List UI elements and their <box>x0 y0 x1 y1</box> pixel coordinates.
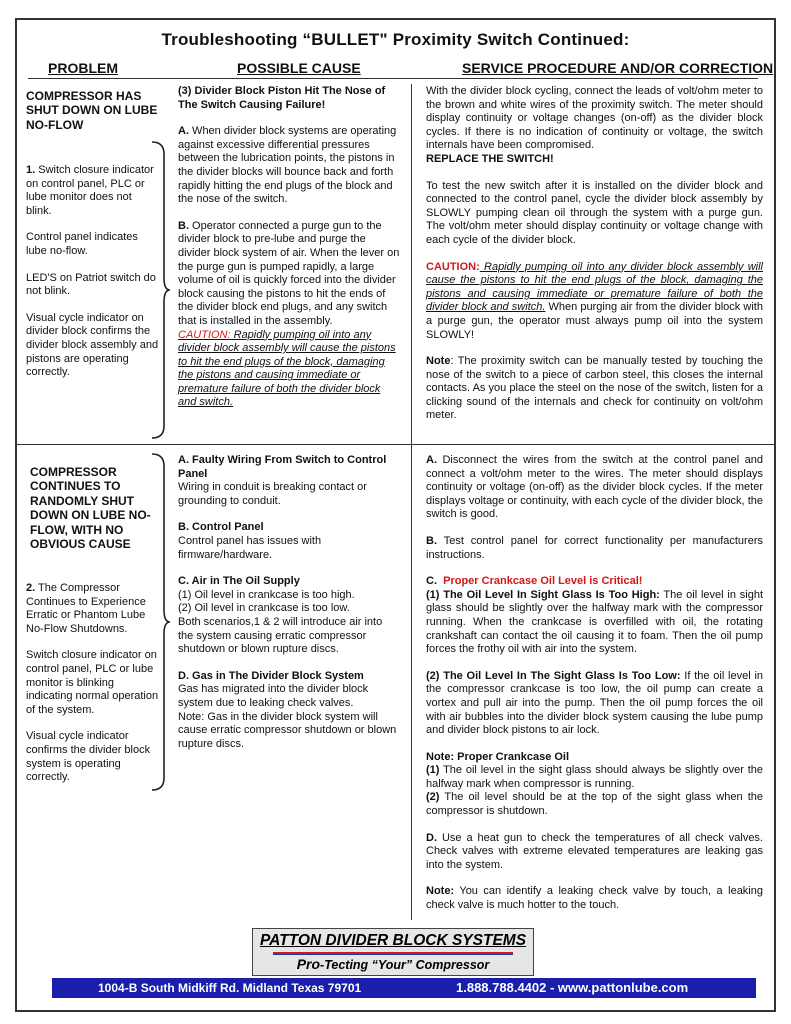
symptom-text: Visual cycle indicator confirms the divider block system is operating correctly. <box>26 730 151 784</box>
section2-problem <box>30 465 158 551</box>
caution-text: Rapidly pumping oil into any divider block assembly will cause the pistons to hit the end plugs of the block, damaging the pistons and causing immediate or premature failure of both the divider block and switch. <box>178 328 396 409</box>
cause-text: (1) Oil level in crankcase is too high. <box>178 588 355 601</box>
cause-text: Wiring in conduit is breaking contact or grounding to conduit. <box>178 481 367 507</box>
symptom-number: 1. <box>26 164 36 176</box>
service-subheading: (1) The Oil Level In Sight Glass Is Too High: <box>426 588 660 601</box>
symptom-text: Control panel indicates lube no-flow. <box>26 231 138 257</box>
symptom-text: The Compressor Continues to Experience Erratic or Phantom Lube No-Flow Shutdowns. <box>26 582 146 635</box>
service-text: Disconnect the wires from the switch at the control panel and connect a volt/ohm meter to the wires. The meter should displays continuity or voltage (on-off) as the divider block cycles. If the meter displays voltage or continuity, with each cycle of the divider block, the switch is good. <box>426 454 763 521</box>
section1-problem-heading: COMPRESSOR HAS SHUT DOWN ON LUBE NO-FLOW <box>26 89 158 132</box>
company-contact: 1.888.788.4402 - www.pattonlube.com <box>456 980 689 995</box>
service-text: Use a heat gun to check the temperatures of all check valves. Check valves with extreme elevated temperatures are leaking gas into the system. <box>426 831 763 871</box>
column-divider-bottom <box>411 444 412 920</box>
note-label: (1) <box>426 764 440 777</box>
caution-label: CAUTION: <box>178 328 231 341</box>
caution-label: CAUTION: <box>426 260 480 273</box>
cause-heading: B. Control Panel <box>178 521 264 534</box>
section2-cause <box>178 454 400 751</box>
section2-service <box>426 454 763 913</box>
note-text: You can identify a leaking check valve by touch, a leaking check valve is much hotter to the touch. <box>426 885 763 912</box>
service-label: B. <box>426 534 437 547</box>
header-service-procedure: SERVICE PROCEDURE AND/OR CORRECTION <box>462 60 774 76</box>
header-possible-cause: POSSIBLE CAUSE <box>237 60 361 76</box>
section-divider <box>17 444 774 445</box>
company-logo <box>252 928 534 976</box>
service-text: If the oil level in the compressor crankcase is too low, the oil pump can create a vortex and pull air into the pump. Then the oil pump forces the oil with air bubbles into the divider block system causing the lube pump and divider block pistons to air lock. <box>426 669 764 737</box>
cause-heading: A. Faulty Wiring From Switch to Control Panel <box>178 454 387 480</box>
replace-switch-text: REPLACE THE SWITCH! <box>426 152 554 165</box>
cause-text: Operator connected a purge gun to the divider block to pre-lube and purge the divider block system of air. When the lever on the purge gun is pumped rapidly, a large volume of oil is quickly forced into the divider block causing the pistons to hit the ends of the divider block end plugs, and any switch that is installed in the assembly. <box>178 219 400 327</box>
service-text: With the divider block cycling, connect the leads of volt/ohm meter to the brown and white wires of the proximity switch. The meter should display continuity or voltage changes (on-off) as the divider block cycles. If there is no indication of continuity or voltage, the switch internals have been compromised. <box>426 85 763 152</box>
header-problem: PROBLEM <box>48 60 118 76</box>
caution-text: Rapidly pumping oil into any divider block assembly will cause the pistons to hit the end plugs of the block, damaging the pistons and causing immediate or premature failure of both the divider block and switch. <box>426 260 763 314</box>
note-label: (2) <box>426 791 440 804</box>
symptom-text: Switch closure indicator on control panel, PLC or lube monitor does not blink. <box>26 164 154 217</box>
service-label: D. <box>426 831 437 844</box>
cause-text: (2) Oil level in crankcase is too low. <box>178 602 350 615</box>
symptom-text: Switch closure indicator on control panel, PLC or lube monitor is blinking indicating normal operation of the system. <box>26 649 159 716</box>
section1-problem <box>26 89 162 132</box>
cause-text: Gas has migrated into the divider block system due to leaking check valves. <box>178 683 369 709</box>
footer-bar <box>52 978 756 998</box>
critical-heading: Proper Crankcase Oil Level is Critical! <box>443 575 643 588</box>
logo-rule-blue <box>273 954 513 955</box>
note-label: Note: <box>426 885 455 898</box>
section1-cause <box>178 85 400 410</box>
service-label: C. <box>426 575 437 588</box>
note-text: The oil level in the sight glass should always be slightly over the halfway mark when compressor is running. <box>426 764 763 790</box>
section2-symptoms <box>26 582 160 785</box>
cause-text: Control panel has issues with firmware/hardware. <box>178 534 322 561</box>
cause-heading: (3) Divider Block Piston Hit The Nose of The Switch Causing Failure! <box>178 85 386 111</box>
header-divider <box>28 78 758 79</box>
page-title: Troubleshooting “BULLET" Proximity Switch Continued: <box>161 30 630 49</box>
cause-text: When divider block systems are operating against excessive differential pressures between the lubrication points, the pistons in the divider blocks will bounce back and forth rapidly hitting the end plugs of the block and the nose of the switch. <box>178 125 397 206</box>
tagline-pro: Pro <box>296 956 321 972</box>
cause-label: B. <box>178 219 189 232</box>
symptom-number: 2. <box>26 582 36 594</box>
company-address: 1004-B South Midkiff Rd. Midland Texas 79701 <box>98 981 362 995</box>
service-text: When purging air from the divider block with a purge gun, the operator must always pump oil into the system SLOWLY! <box>426 301 763 341</box>
cause-text: Both scenarios,1 & 2 will introduce air into the system causing erratic compressor shutdown or blown rupture discs. <box>178 615 383 656</box>
service-text: To test the new switch after it is installed on the divider block and connected to the control panel, cycle the divider block assembly by SLOWLY pumping clean oil through the system with a purge gun. The volt/ohm meter should display continuity or voltage change with each cycle of the divider block. <box>426 179 763 246</box>
service-label: A. <box>426 454 437 466</box>
section1-service <box>426 85 763 423</box>
tagline-rest: -Tecting “Your” Compressor <box>320 958 490 972</box>
column-divider-top <box>411 84 412 444</box>
cause-heading: C. Air in The Oil Supply <box>178 575 300 588</box>
cause-label: A. <box>178 125 189 138</box>
symptom-text: LED'S on Patriot switch do not blink. <box>26 271 156 298</box>
note-text: : The proximity switch can be manually tested by touching the nose of the switch to a piece of carbon steel, this closes the internal contacts. As you place the steel on the nose of the switch, listen for a clicking sound of the internals and check for continuity on volt/ohm meter. <box>426 355 763 422</box>
service-text: Test control panel for correct functionality per manufacturers instructions. <box>426 534 763 561</box>
note-text: The oil level should be at the top of the sight glass when the compressor is shutdown. <box>426 791 763 818</box>
company-name: PATTON DIVIDER BLOCK SYSTEMS <box>259 932 527 949</box>
note-heading: Note: Proper Crankcase Oil <box>426 750 570 763</box>
section2-problem-heading: COMPRESSOR CONTINUES TO RANDOMLY SHUT DOWN ON LUBE NO-FLOW, WITH NO OBVIOUS CAUSE <box>30 465 151 552</box>
note-label: Note <box>426 355 451 368</box>
symptom-text: Visual cycle indicator on divider block confirms the divider block assembly and pistons are operating correctly. <box>26 311 159 379</box>
service-text: The oil level in sight glass should be slightly over the halfway mark with the compressor running. When the crankcase is overfilled with oil, the rotating crankshaft can contact the oil causing it to foam. Then the oil pump forces the frothy oil with air into the system. <box>426 588 763 656</box>
section1-symptoms <box>26 164 160 380</box>
cause-heading: D. Gas in The Divider Block System <box>178 669 364 682</box>
service-subheading: (2) The Oil Level In The Sight Glass Is Too Low: <box>426 669 681 682</box>
cause-note: Note: Gas in the divider block system will cause erratic compressor shutdown or blown rupture discs. <box>178 710 397 750</box>
company-tagline <box>253 956 533 972</box>
